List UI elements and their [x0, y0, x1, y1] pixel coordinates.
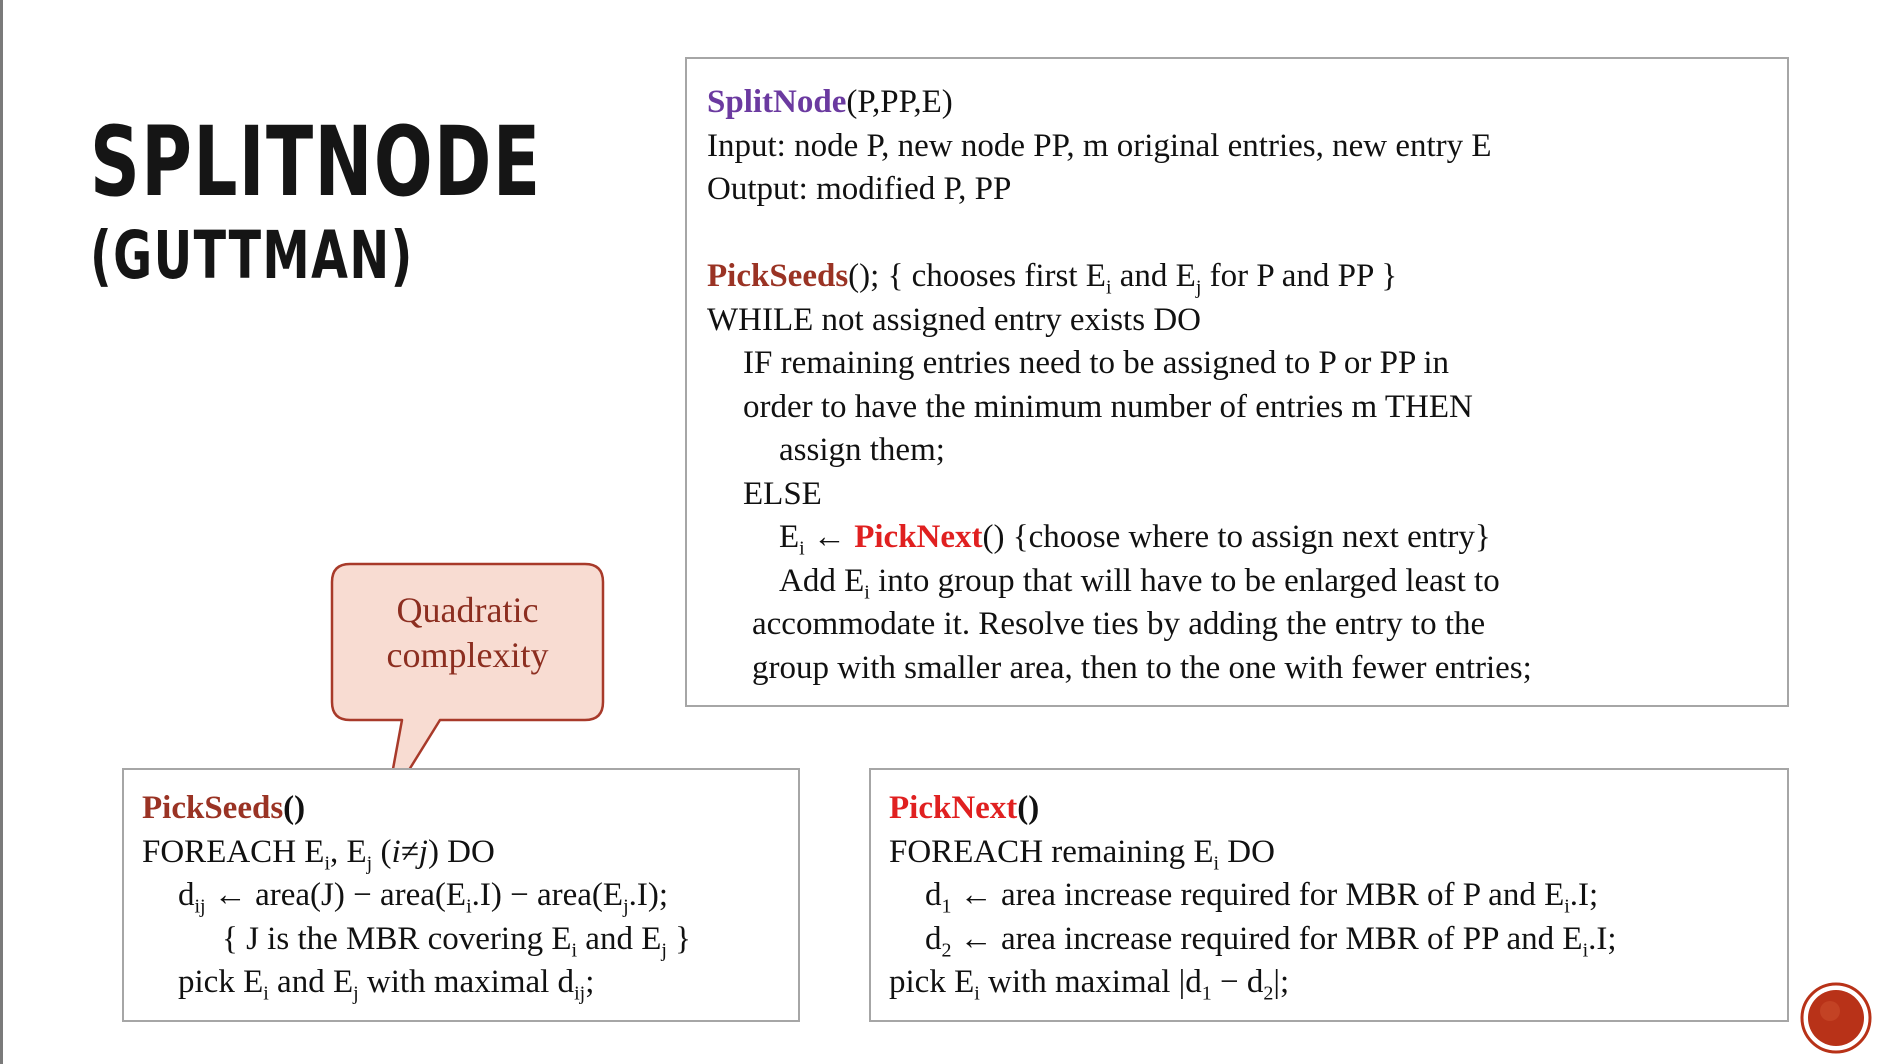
else-line: ELSE: [743, 475, 822, 512]
picknext-algorithm-box: [869, 768, 1789, 1022]
pickseeds-foreach-line: FOREACH $E_i$, $E_j$ (i≠j) DO: [142, 833, 495, 875]
picknext-box-function-name: PickNext: [889, 790, 1018, 826]
splitnode-header: SplitNode(P,PP,E): [707, 84, 953, 120]
picknext-function-name: PickNext: [854, 519, 983, 555]
picknext-pick-line: pick $E_i$ with maximal $|d_1 - d_2|$;: [889, 964, 1290, 1005]
picknext-foreach-line: FOREACH remaining $E_i$ DO: [889, 833, 1275, 875]
picknext-call-line: $E_i$ ← PickNext() {choose where to assign next entry}: [779, 519, 1491, 560]
if-line: IF remaining entries need to be assigned to P or PP in: [743, 345, 1450, 381]
pickseeds-algorithm-box: [122, 768, 800, 1022]
title-main: SPLITNODE: [90, 106, 542, 218]
splitnode-algorithm-box: [685, 57, 1789, 707]
slide-title: [90, 106, 717, 294]
pickseeds-comment-line: { J is the MBR covering $E_i$ and $E_j$ }: [222, 920, 692, 962]
output-line: Output: modified P, PP: [707, 171, 1012, 207]
callout-line-2: complexity: [386, 635, 549, 675]
add-entry-line: Add $E_i$ into group that will have to be enlarged least to: [779, 562, 1500, 604]
pickseeds-d-line: $d_{ij}$ ← area(J) − $area(E_i.I)$ − $area(E_j.I)$;: [178, 877, 669, 918]
picknext-d1-line: $d_1$ ← area increase required for MBR of P and $E_i.I$;: [925, 877, 1599, 918]
while-line: WHILE not assigned entry exists DO: [707, 301, 1201, 338]
picknext-d2-line: $d_2$ ← area increase required for MBR of PP and $E_i.I$;: [925, 920, 1617, 962]
title-subtitle: (GUTTMAN): [90, 217, 414, 294]
pickseeds-box-function-name: PickSeeds: [142, 790, 284, 826]
input-line: Input: node P, new node PP, m original entries, new entry E: [707, 127, 1492, 164]
splitnode-function-name: SplitNode: [707, 84, 847, 120]
pickseeds-function-name: PickSeeds: [707, 258, 849, 294]
brand-circle-icon: [1800, 982, 1872, 1054]
group-line: group with smaller area, then to the one with fewer entries;: [752, 649, 1532, 686]
pickseeds-header: PickSeeds(): [142, 790, 306, 826]
assign-line: assign them;: [779, 432, 945, 468]
callout-line-1: Quadratic: [396, 590, 539, 630]
accommodate-line: accommodate it. Resolve ties by adding the entry to the: [752, 606, 1486, 642]
pickseeds-call-line: PickSeeds(); { chooses first $E_i$ and $E_j$ for P and PP }: [707, 258, 1398, 299]
pickseeds-pick-line: pick $E_i$ and $E_j$ with maximal $d_{ij}$;: [178, 964, 595, 1005]
left-border-rule: [0, 0, 3, 1064]
callout-text: [330, 588, 605, 678]
picknext-header: PickNext(): [889, 790, 1040, 826]
order-line: order to have the minimum number of entries m THEN: [743, 388, 1473, 425]
